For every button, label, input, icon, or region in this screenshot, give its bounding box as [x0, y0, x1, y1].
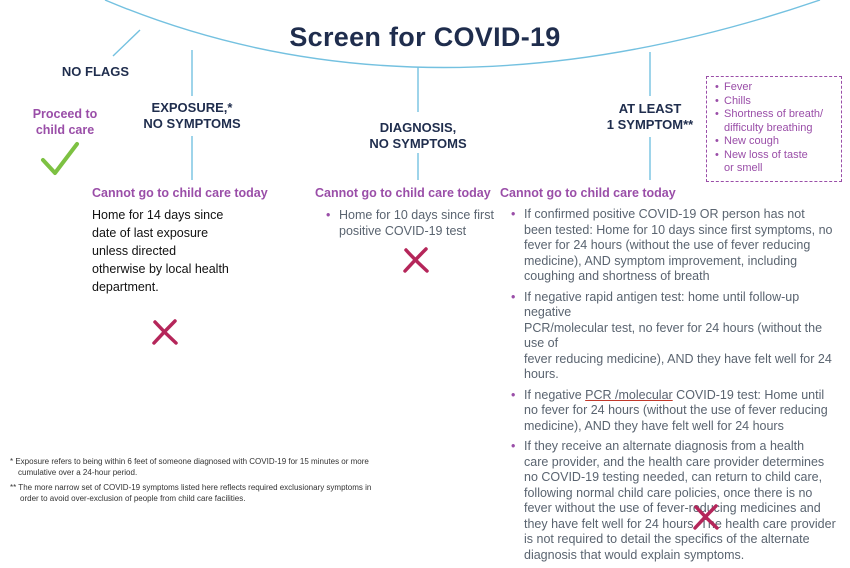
diagnosis-list [325, 208, 505, 244]
list-item: • If negative PCR /molecular COVID-19 test: Home until no fever for 24 hours (without the use of fever reducing medicine), AND they have felt well for 24 hours [510, 388, 845, 435]
symptom-item: • Shortness of breath/ difficulty breathing [715, 108, 835, 135]
exposure-heading: Cannot go to child care today [92, 186, 268, 200]
symptom-item: • Chills [715, 95, 835, 109]
x-mark-icon [691, 502, 721, 532]
checkmark-icon [40, 140, 80, 180]
x-mark-icon [150, 317, 180, 347]
branch-exposure-label: EXPOSURE,* NO SYMPTOMS [143, 100, 241, 131]
list-item: • If they receive an alternate diagnosis from a health care provider, and the health care provider determines no COVID-19 testing needed, can return to child care, following normal child care policies, once there is no fever without the use of fever-reducing medicines and they have felt well for 24 hours. The health care provider is not required to detail the specifics of the alternate diagnosis that would explain symptoms. [510, 439, 845, 563]
footnote-symptoms: ** The more narrow set of COVID-19 symptoms listed here reflects required exclusionary symptoms in order to avoid over-exclusion of people from child care facilities. [10, 483, 372, 503]
footnote-exposure: * Exposure refers to being within 6 feet of someone diagnosed with COVID-19 for 15 minutes or more cumulative over a 24-hour period. [10, 457, 369, 477]
x-mark-icon [401, 245, 431, 275]
exposure-instructions: Home for 14 days since date of last exposure unless directed otherwise by local health department. [92, 208, 229, 294]
symptom-list-box [706, 76, 842, 182]
list-item: • If confirmed positive COVID-19 OR person has not been tested: Home for 10 days since first symptoms, no fever for 24 hours (without the use of fever reducing medicine), AND symptom improvement, including coughing and shortness of breath [510, 207, 845, 285]
branch-no-flags-label: NO FLAGS [61, 64, 130, 79]
proceed-to-child-care: Proceed to child care [32, 107, 98, 137]
diagnosis-heading: Cannot go to child care today [315, 186, 491, 200]
symptom-instructions-list [510, 207, 845, 568]
symptom-item: • Fever [715, 81, 835, 95]
symptom-item: • New loss of taste or smell [715, 149, 835, 176]
symptom-heading: Cannot go to child care today [500, 186, 676, 200]
branch-diagnosis-label: DIAGNOSIS, NO SYMPTOMS [369, 120, 467, 151]
list-item: • If negative rapid antigen test: home until follow-up negative PCR/molecular test, no fever for 24 hours (without the use of fever reducing medicine), AND they have felt well for 24 hours. [510, 290, 845, 383]
page-title: Screen for COVID-19 [289, 22, 561, 52]
list-item: • Home for 10 days since first positive COVID-19 test [325, 208, 505, 239]
symptom-item: • New cough [715, 135, 835, 149]
branch-symptom-label: AT LEAST 1 SYMPTOM** [606, 101, 694, 132]
